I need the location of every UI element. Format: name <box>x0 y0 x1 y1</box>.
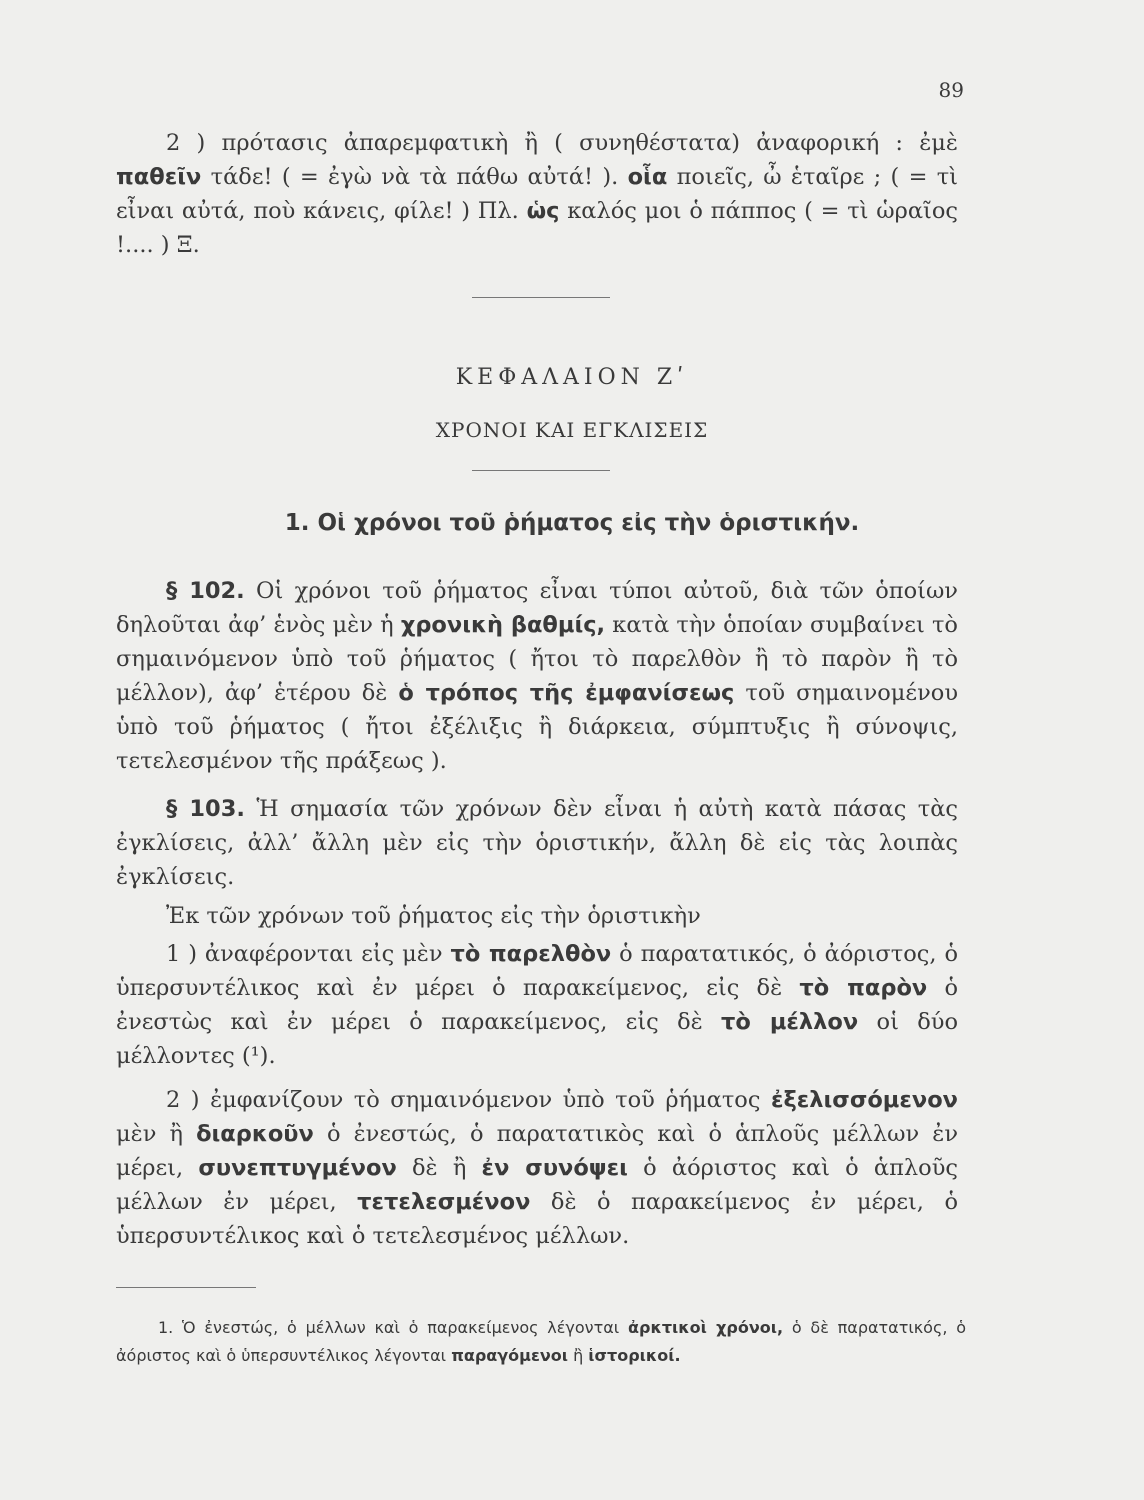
bold-term: οἷα <box>627 164 668 190</box>
text-run: τάδε! ( = ἐγὼ νὰ τὰ πάθω αὐτά! ). <box>201 164 628 190</box>
bold-term: τὸ παρὸν <box>799 975 928 1001</box>
text-run: ὁ ἀόριστος καὶ ὁ ἁπλοῦς μέλλων ἐν μέρει, <box>116 1155 959 1215</box>
text-run: ἢ <box>567 1346 589 1365</box>
paragraph-102 <box>116 574 958 778</box>
text-run: δὲ ὁ παρακείμενος ἐν μέρει, ὁ ὑπερσυντέλικος καὶ ὁ τετελεσμένος μέλλων. <box>116 1189 958 1249</box>
bold-term: ἐν συνόψει <box>481 1155 628 1181</box>
bold-term: ἱστορικοί. <box>588 1346 681 1365</box>
section-heading: 1. Οἱ χρόνοι τοῦ ῥήματος εἰς τὴν ὁριστικήν. <box>284 510 860 536</box>
text-run: ὁ δὲ παρατατικός, ὁ ἀόριστος καὶ ὁ ὑπερσυντέλικος λέγονται <box>116 1318 967 1365</box>
section-number: § 103. <box>166 796 245 822</box>
text-run: ποιεῖς, ὦ ἑταῖρε ; ( = τὶ εἶναι αὐτά, ποὺ κάνεις, φίλε! ) Πλ. <box>116 164 959 224</box>
bold-term: ἐξελισσόμενον <box>770 1087 958 1113</box>
text-run: ὁ ἐνεστὼς καὶ ἐν μέρει ὁ παρακείμενος, εἰς δὲ <box>116 975 959 1035</box>
text-run: ὁ παρατατικός, ὁ ἀόριστος, ὁ ὑπερσυντέλικος καὶ ἐν μέρει ὁ παρακείμενος, εἰς δὲ <box>116 941 958 1001</box>
bold-term: χρονικὴ βαθμίς, <box>400 612 606 638</box>
bold-term: διαρκοῦν <box>196 1121 314 1147</box>
bold-term: τὸ παρελθὸν <box>450 941 612 967</box>
text-run: κατὰ τὴν ὁποίαν συμβαίνει τὸ σημαινόμενον ὑπὸ τοῦ ῥήματος ( ἤτοι τὸ παρελθὸν ἢ τὸ παρὸν ἢ τὸ μέλλον), ἀφ’ ἑτέρου δὲ <box>116 612 958 706</box>
text-run: τοῦ σημαινομένου ὑπὸ τοῦ ῥήματος ( ἤτοι ἐξέλιξις ἢ διάρκεια, σύμπτυξις ἢ σύνοψις, τετελεσμένον τῆς πράξεως ). <box>116 680 958 774</box>
bold-term: τὸ μέλλον <box>721 1009 859 1035</box>
bold-term: ἀρκτικοὶ χρόνοι, <box>628 1318 784 1337</box>
text-run: καλός μοι ὁ πάππος ( = τὶ ὡραῖος !.... ) Ξ. <box>116 198 958 258</box>
footnote <box>116 1314 966 1370</box>
text-run: 2 ) ἐμφανίζουν τὸ σημαινόμενον ὑπὸ τοῦ ῥήματος <box>166 1087 771 1113</box>
page-number: 89 <box>938 78 964 102</box>
list-item-2 <box>116 1083 958 1253</box>
section-number: § 102. <box>166 578 245 604</box>
divider-top <box>472 297 610 298</box>
bold-term: παραγόμενοι <box>451 1346 568 1365</box>
text-run: οἱ δύο μέλλοντες (¹). <box>116 1009 958 1069</box>
text-run: 1 ) ἀναφέρονται εἰς μὲν <box>166 941 451 967</box>
text-run: δὲ ἢ <box>396 1155 482 1181</box>
text-run: ὁ ἐνεστώς, ὁ παρατατικὸς καὶ ὁ ἁπλοῦς μέλλων ἐν μέρει, <box>116 1121 958 1181</box>
paragraph-103 <box>116 792 958 894</box>
text-run: 2 ) πρότασις ἀπαρεμφατικὴ ἢ ( συνηθέστατα) ἀναφορική : ἐμὲ <box>166 130 958 156</box>
text-run: μὲν ἢ <box>116 1121 197 1147</box>
bold-term: ὡς <box>526 198 560 224</box>
paragraph-example-sentences <box>116 126 958 262</box>
text-run: 1. Ὁ ἐνεστώς, ὁ μέλλων καὶ ὁ παρακείμενος λέγονται <box>158 1318 628 1337</box>
bold-term: παθεῖν <box>116 164 202 190</box>
divider-bottom <box>472 470 610 471</box>
bold-term: τετελεσμένον <box>357 1189 531 1215</box>
chapter-title: ΚΕΦΑΛΑΙΟΝ Ζʹ <box>455 365 689 390</box>
text-run: Ἡ σημασία τῶν χρόνων δὲν εἶναι ἡ αὐτὴ κατὰ πάσας τὰς ἐγκλίσεις, ἀλλ’ ἄλλη μὲν εἰς τὴν ὁριστικήν, ἄλλη δὲ εἰς τὰς λοιπὰς ἐγκλίσεις. <box>116 796 958 890</box>
intro-line: Ἐκ τῶν χρόνων τοῦ ῥήματος εἰς τὴν ὁριστικὴν <box>166 903 701 929</box>
list-item-1 <box>116 937 958 1073</box>
text-run: Οἱ χρόνοι τοῦ ῥήματος εἶναι τύποι αὐτοῦ, διὰ τῶν ὁποίων δηλοῦται ἀφ’ ἑνὸς μὲν ἡ <box>116 578 958 638</box>
chapter-subtitle: ΧΡΟΝΟΙ ΚΑΙ ΕΓΚΛΙΣΕΙΣ <box>435 418 709 442</box>
footnote-divider <box>116 1287 256 1288</box>
bold-term: συνεπτυγμένον <box>198 1155 397 1181</box>
bold-term: ὁ τρόπος τῆς ἐμφανίσεως <box>398 680 735 706</box>
